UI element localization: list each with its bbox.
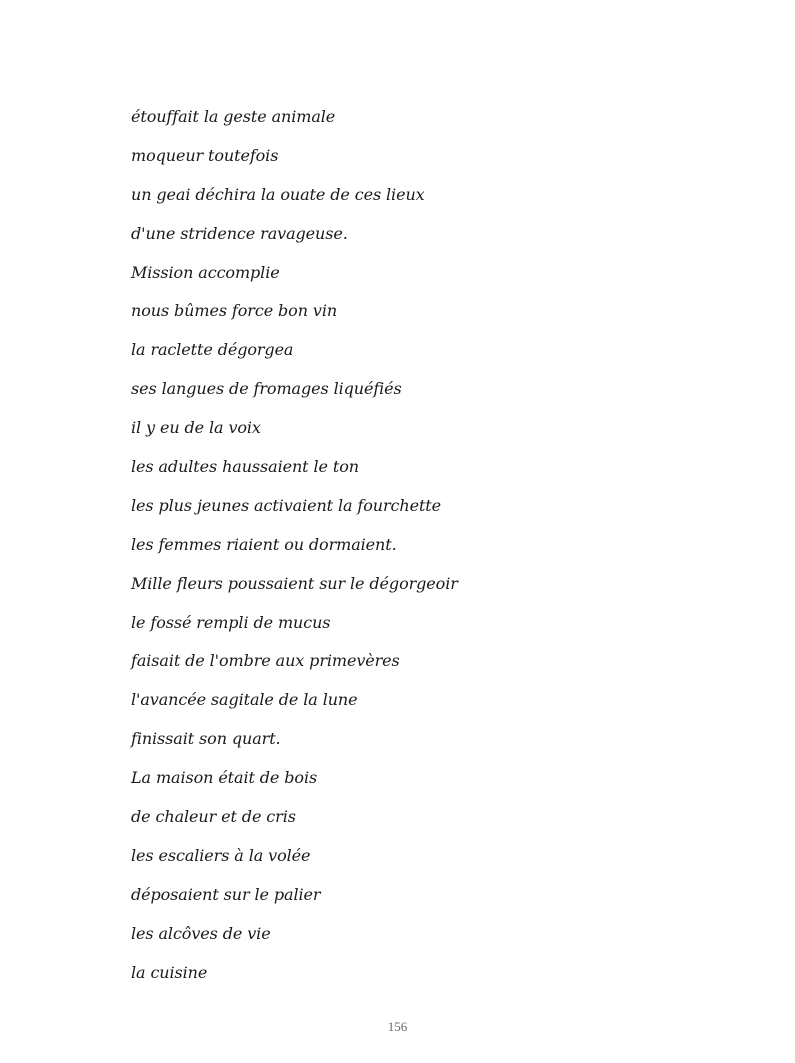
- page-number: 156: [387, 1019, 408, 1034]
- poem-line: de chaleur et de cris: [131, 807, 296, 827]
- poem-line: les escaliers à la volée: [131, 845, 311, 865]
- poem-line: il y eu de la voix: [131, 418, 261, 438]
- poem-line: l'avancée sagitale de la lune: [131, 690, 358, 710]
- poem-line: la cuisine: [131, 962, 208, 982]
- poem-line: Mission accomplie: [131, 262, 280, 282]
- poem-line: La maison était de bois: [131, 768, 318, 788]
- poem-line: la raclette dégorgea: [131, 340, 294, 360]
- poem-line: déposaient sur le palier: [131, 884, 321, 904]
- poem-line: les plus jeunes activaient la fourchette: [131, 495, 441, 515]
- poem-line: nous bûmes force bon vin: [131, 301, 338, 321]
- poem-line: Mille fleurs poussaient sur le dégorgeoir: [131, 573, 458, 593]
- poem-line: d'une stridence ravageuse.: [131, 223, 348, 243]
- poem-line: le fossé rempli de mucus: [131, 612, 331, 632]
- poem-line: finissait son quart.: [131, 729, 281, 749]
- poem-line: un geai déchira la ouate de ces lieux: [131, 184, 425, 204]
- poem-line: les adultes haussaient le ton: [131, 457, 359, 477]
- poem-text: [131, 98, 458, 992]
- poem-line: étouffait la geste animale: [131, 107, 336, 126]
- poem-line: les alcôves de vie: [131, 923, 271, 943]
- poem-line: ses langues de fromages liquéfiés: [131, 379, 402, 399]
- poem-line: faisait de l'ombre aux primevères: [131, 651, 400, 671]
- poem-line: moqueur toutefois: [131, 145, 279, 165]
- poem-line: les femmes riaient ou dormaient.: [131, 534, 397, 554]
